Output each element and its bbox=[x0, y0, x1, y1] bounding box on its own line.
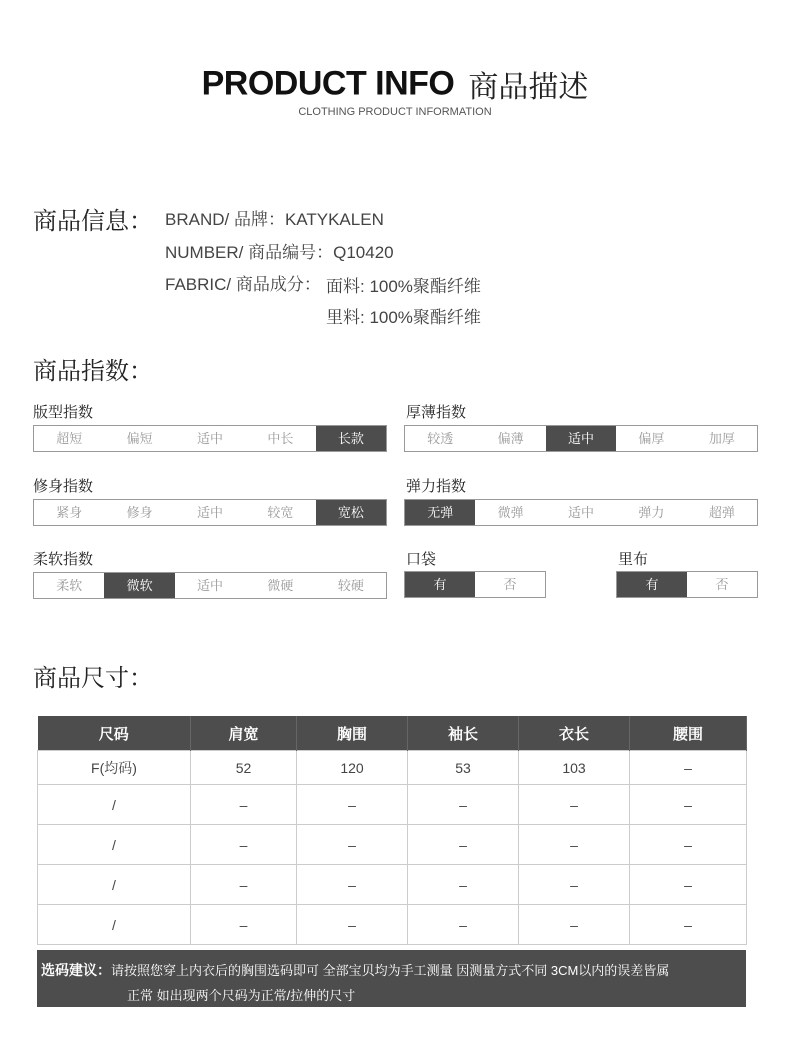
index-scale-pocket bbox=[404, 571, 546, 598]
size-table-header bbox=[38, 716, 747, 751]
index-option: 有 bbox=[405, 572, 475, 597]
table-cell: 120 bbox=[297, 751, 408, 785]
index-option: 无弹 bbox=[405, 500, 475, 525]
index-option: 微硬 bbox=[267, 578, 294, 593]
index-label-slim: 修身指数 bbox=[33, 478, 94, 495]
size-header-cell: 肩宽 bbox=[191, 716, 297, 751]
index-label-softness: 柔软指数 bbox=[33, 551, 94, 568]
index-option: 超短 bbox=[56, 431, 83, 446]
size-tip-text1: 请按照您穿上内衣后的胸围选码即可 全部宝贝均为手工测量 因测量方式不同 3CM以内的误差皆属 bbox=[111, 963, 670, 978]
table-cell: – bbox=[630, 751, 747, 785]
index-scale-thickness bbox=[404, 425, 758, 452]
number-line: NUMBER/ 商品编号：Q10420 bbox=[165, 243, 394, 262]
index-option: 弹力 bbox=[638, 505, 665, 520]
table-cell: – bbox=[191, 785, 297, 825]
table-cell: – bbox=[297, 825, 408, 865]
index-option: 长款 bbox=[316, 426, 386, 451]
table-cell: / bbox=[38, 825, 191, 865]
size-heading: 商品尺寸： bbox=[33, 665, 153, 692]
page-header bbox=[0, 62, 790, 106]
size-table bbox=[37, 716, 747, 945]
index-option: 中长 bbox=[267, 431, 294, 446]
table-cell: – bbox=[519, 905, 630, 945]
table-cell: – bbox=[191, 825, 297, 865]
table-cell: – bbox=[630, 905, 747, 945]
page-title: PRODUCT INFO bbox=[201, 64, 455, 103]
table-cell: / bbox=[38, 785, 191, 825]
fabric-label: FABRIC/ 商品成分： bbox=[165, 275, 321, 294]
size-header-cell: 袖长 bbox=[408, 716, 519, 751]
table-cell: – bbox=[519, 785, 630, 825]
index-option: 偏短 bbox=[126, 431, 153, 446]
table-cell: – bbox=[408, 785, 519, 825]
table-cell: 52 bbox=[191, 751, 297, 785]
size-tip-text2: 正常 如出现两个尺码为正常/拉伸的尺寸 bbox=[127, 988, 356, 1003]
index-option: 修身 bbox=[126, 505, 153, 520]
index-option: 柔软 bbox=[56, 578, 83, 593]
table-cell: – bbox=[191, 865, 297, 905]
page-title-cn: 商品描述 bbox=[468, 71, 589, 104]
page-subtitle: CLOTHING PRODUCT INFORMATION bbox=[298, 106, 492, 118]
table-cell: – bbox=[297, 865, 408, 905]
table-row bbox=[38, 865, 747, 905]
table-cell: – bbox=[408, 865, 519, 905]
table-cell: F(均码) bbox=[38, 751, 191, 785]
index-scale-slim bbox=[33, 499, 387, 526]
table-cell: – bbox=[519, 825, 630, 865]
index-option: 偏厚 bbox=[638, 431, 665, 446]
index-scale-fit bbox=[33, 425, 387, 452]
size-header-cell: 尺码 bbox=[38, 716, 191, 751]
table-cell: – bbox=[630, 865, 747, 905]
index-heading: 商品指数： bbox=[33, 358, 153, 385]
size-tip-line1 bbox=[41, 958, 742, 983]
index-option: 微软 bbox=[104, 573, 174, 598]
index-option: 适中 bbox=[568, 505, 595, 520]
info-heading: 商品信息： bbox=[33, 208, 153, 235]
table-cell: / bbox=[38, 905, 191, 945]
table-cell: – bbox=[630, 785, 747, 825]
index-label-fit: 版型指数 bbox=[33, 404, 94, 421]
table-row bbox=[38, 825, 747, 865]
index-scale-softness bbox=[33, 572, 387, 599]
table-cell: 103 bbox=[519, 751, 630, 785]
index-scale-lining bbox=[616, 571, 758, 598]
table-cell: – bbox=[297, 785, 408, 825]
index-option: 偏薄 bbox=[497, 431, 524, 446]
table-row bbox=[38, 905, 747, 945]
brand-line: BRAND/ 品牌：KATYKALEN bbox=[165, 210, 384, 229]
index-option: 加厚 bbox=[708, 431, 735, 446]
index-option: 较透 bbox=[427, 431, 454, 446]
index-label-thickness: 厚薄指数 bbox=[406, 404, 467, 421]
table-cell: / bbox=[38, 865, 191, 905]
index-scale-elastic bbox=[404, 499, 758, 526]
fabric-lining: 里料: 100%聚酯纤维 bbox=[326, 308, 481, 327]
size-header-cell: 胸围 bbox=[297, 716, 408, 751]
index-option: 适中 bbox=[197, 431, 224, 446]
table-cell: – bbox=[408, 825, 519, 865]
index-option: 适中 bbox=[197, 505, 224, 520]
table-cell: 53 bbox=[408, 751, 519, 785]
index-option: 否 bbox=[503, 577, 517, 592]
index-option: 否 bbox=[715, 577, 729, 592]
table-row bbox=[38, 751, 747, 785]
index-option: 紧身 bbox=[56, 505, 83, 520]
index-label-lining: 里布 bbox=[618, 551, 649, 568]
index-option: 适中 bbox=[546, 426, 616, 451]
size-tip bbox=[37, 950, 746, 1007]
size-tip-label: 选码建议： bbox=[41, 962, 111, 978]
table-cell: – bbox=[297, 905, 408, 945]
table-row bbox=[38, 785, 747, 825]
index-option: 微弹 bbox=[497, 505, 524, 520]
index-label-elastic: 弹力指数 bbox=[406, 478, 467, 495]
index-option: 较宽 bbox=[267, 505, 294, 520]
table-cell: – bbox=[630, 825, 747, 865]
index-option: 有 bbox=[617, 572, 687, 597]
fabric-outer: 面料: 100%聚酯纤维 bbox=[326, 277, 481, 296]
index-option: 宽松 bbox=[316, 500, 386, 525]
index-option: 适中 bbox=[197, 578, 224, 593]
table-cell: – bbox=[191, 905, 297, 945]
table-cell: – bbox=[519, 865, 630, 905]
index-option: 较硬 bbox=[337, 578, 364, 593]
index-label-pocket: 口袋 bbox=[406, 551, 437, 568]
index-option: 超弹 bbox=[708, 505, 735, 520]
table-cell: – bbox=[408, 905, 519, 945]
size-header-cell: 腰围 bbox=[630, 716, 747, 751]
size-header-cell: 衣长 bbox=[519, 716, 630, 751]
